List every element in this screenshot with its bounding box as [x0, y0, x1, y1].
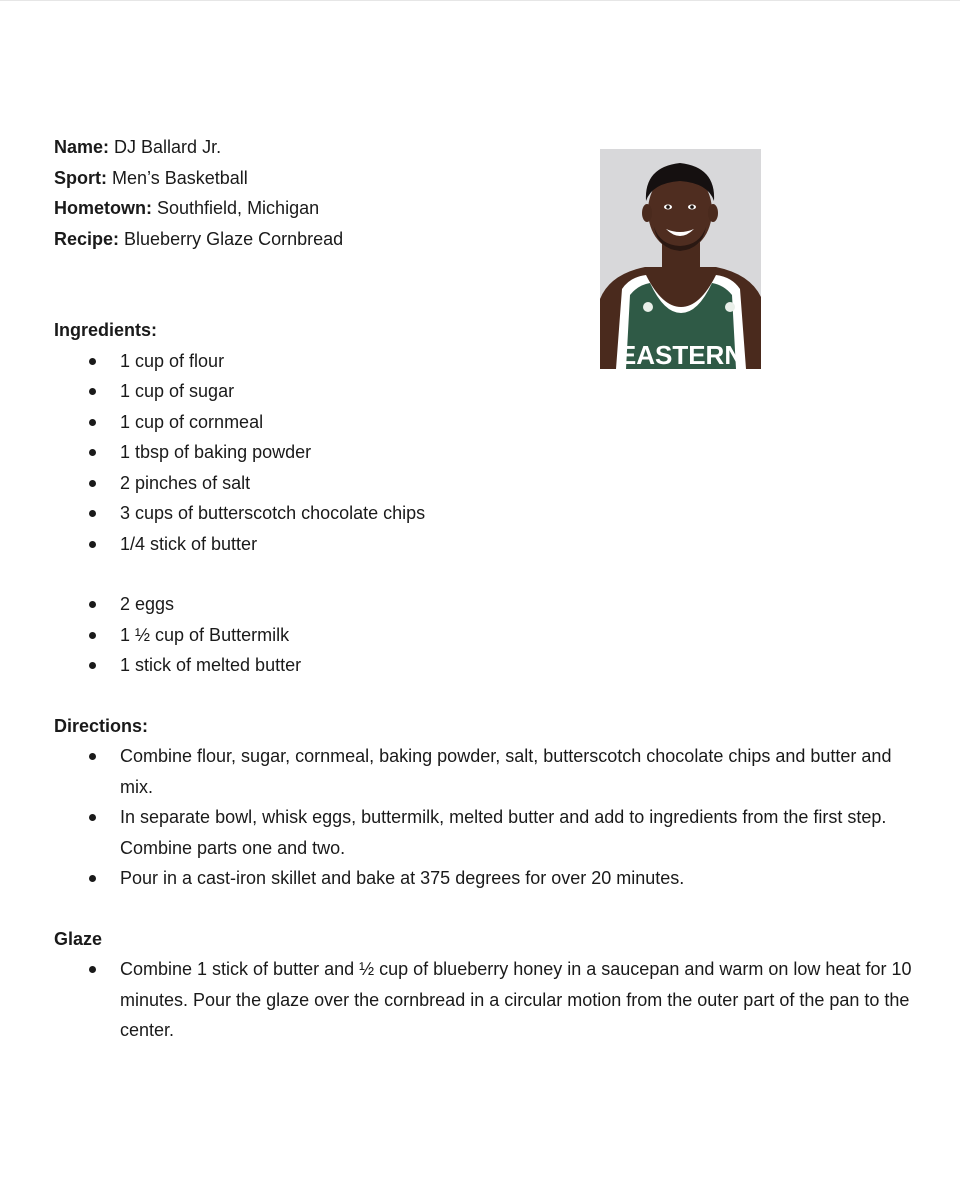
recipe-value: Blueberry Glaze Cornbread	[119, 228, 344, 249]
directions-title: Directions:	[54, 715, 149, 736]
page-top-border	[0, 0, 960, 1]
recipe-label: Recipe:	[54, 228, 120, 249]
recipe-document	[54, 132, 924, 1046]
list-item: In separate bowl, whisk eggs, buttermilk, melted butter and add to ingredients from the first step. Combine parts one and two.	[54, 802, 924, 863]
glaze-list	[54, 954, 924, 1046]
ingredients-list-1	[54, 346, 924, 560]
sport-value: Men’s Basketball	[107, 167, 248, 188]
sport-label: Sport:	[54, 167, 107, 188]
name-row	[54, 132, 924, 163]
hometown-label: Hometown:	[54, 198, 152, 218]
list-item: 1/4 stick of butter	[54, 529, 924, 560]
list-item: 1 cup of flour	[54, 346, 924, 377]
ingredients-title: Ingredients:	[54, 320, 158, 340]
hometown-row	[54, 193, 924, 224]
recipe-row	[54, 224, 924, 255]
list-item: Pour in a cast-iron skillet and bake at 375 degrees for over 20 minutes.	[54, 863, 924, 894]
list-item: 1 cup of cornmeal	[54, 407, 924, 438]
ingredients-list-2	[54, 589, 924, 681]
list-item: Combine 1 stick of butter and ½ cup of blueberry honey in a saucepan and warm on low heat for 10 minutes. Pour the glaze over the cornbread in a circular motion from the outer part of the pan to the center.	[54, 954, 924, 1046]
list-item: Combine flour, sugar, cornmeal, baking powder, salt, butterscotch chocolate chips and butter and mix.	[54, 741, 924, 802]
list-item: 1 cup of sugar	[54, 376, 924, 407]
glaze-title: Glaze	[54, 928, 103, 949]
directions-list	[54, 741, 924, 894]
name-label: Name:	[54, 137, 110, 157]
list-item: 3 cups of butterscotch chocolate chips	[54, 498, 924, 529]
sport-row	[54, 163, 924, 194]
list-item: 2 pinches of salt	[54, 468, 924, 499]
name-value: DJ Ballard Jr.	[109, 137, 222, 157]
jersey-text: EASTERN	[618, 340, 744, 369]
list-item: 1 stick of melted butter	[54, 650, 924, 681]
list-item: 2 eggs	[54, 589, 924, 620]
list-item: 1 tbsp of baking powder	[54, 437, 924, 468]
hometown-value: Southfield, Michigan	[152, 198, 320, 218]
list-item: 1 ½ cup of Buttermilk	[54, 620, 924, 651]
